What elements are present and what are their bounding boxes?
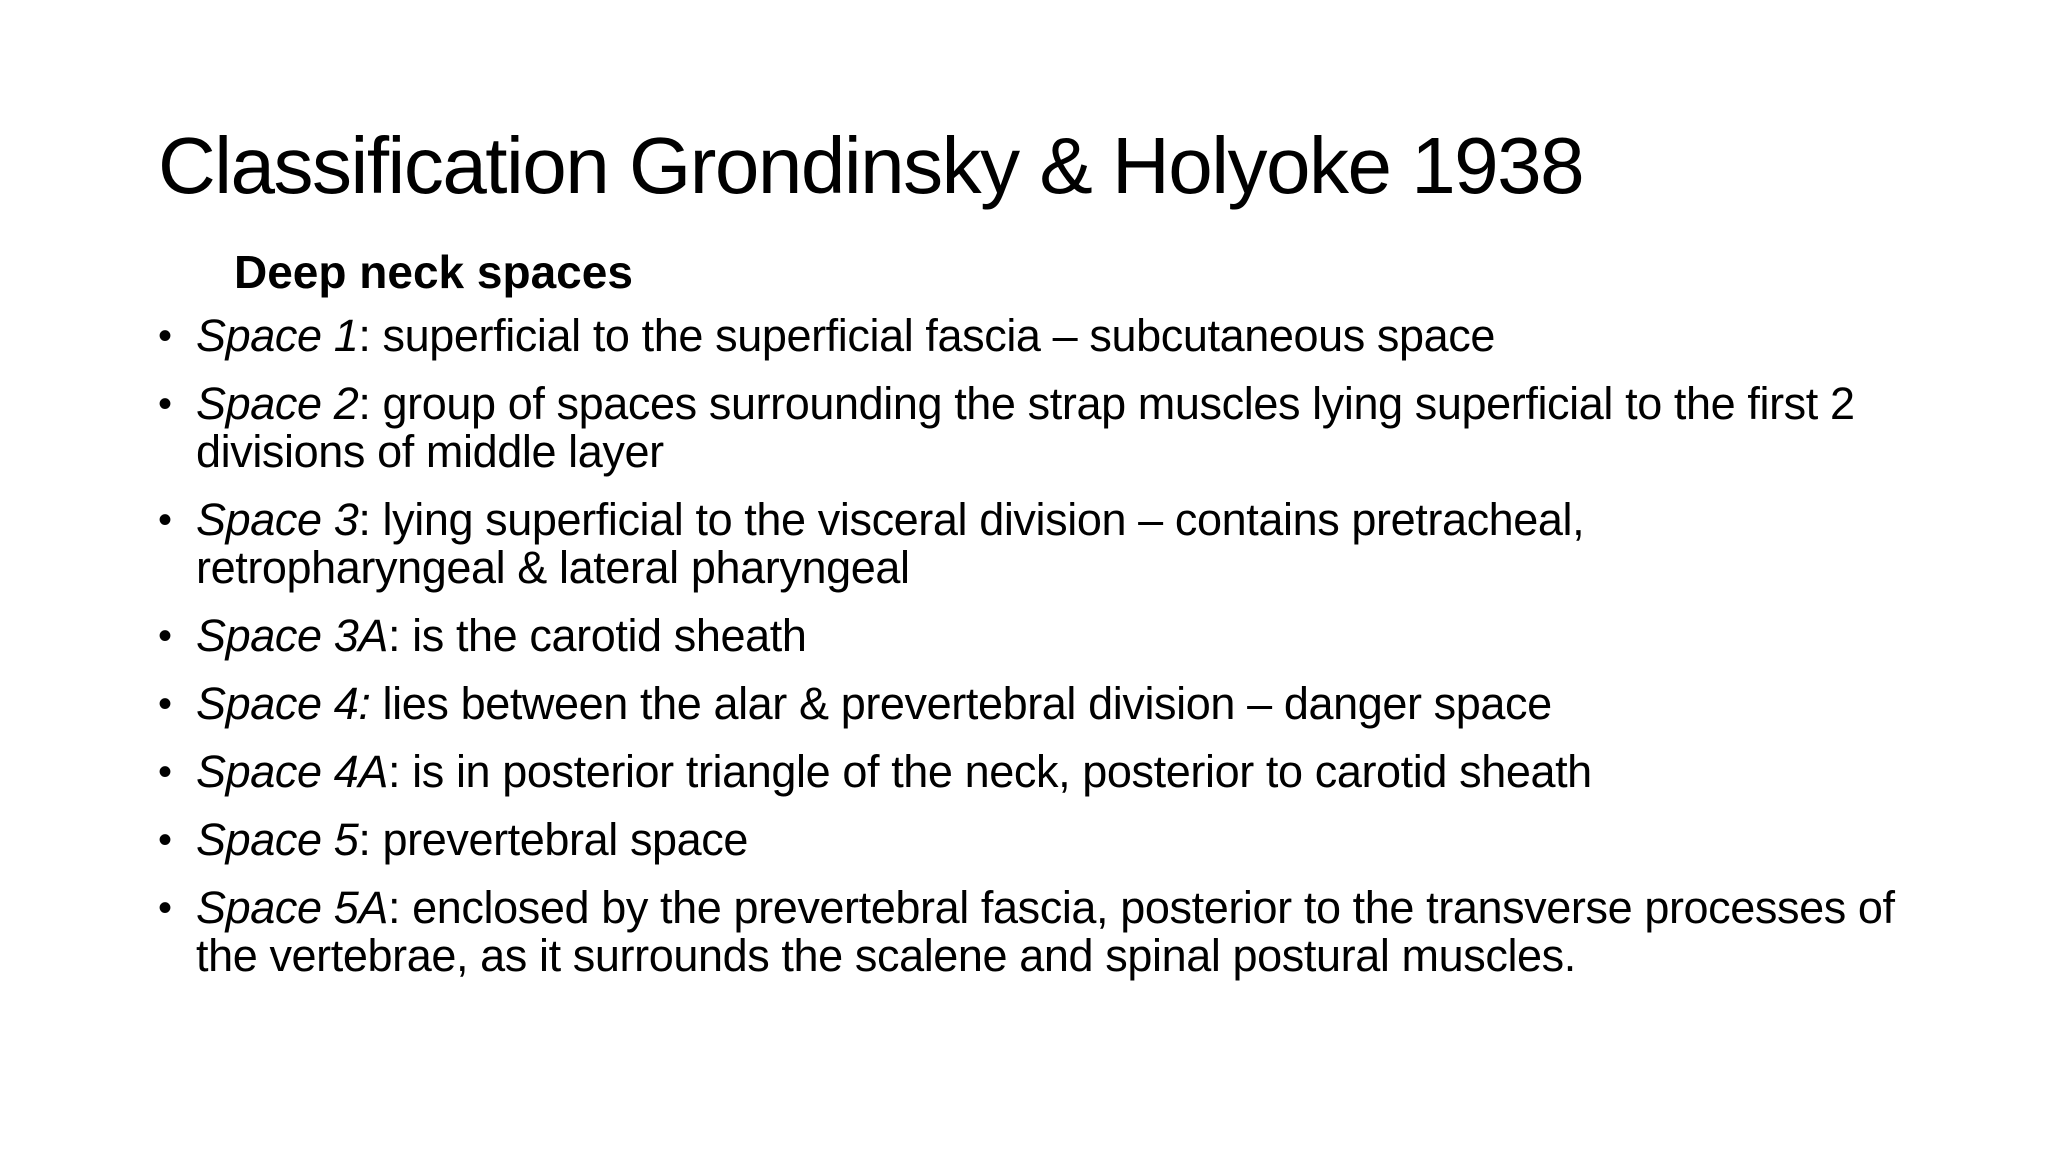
- list-item: [158, 380, 1898, 476]
- space-description: : is the carotid sheath: [387, 610, 807, 661]
- space-description: : enclosed by the prevertebral fascia, posterior to the transverse processes of the vertebrae, as it surrounds the scalene and spinal postural muscles.: [196, 882, 1895, 981]
- bullet-icon: •: [158, 614, 172, 658]
- space-description: : superficial to the superficial fascia – subcutaneous space: [358, 310, 1495, 361]
- list-item: [158, 816, 1898, 864]
- list-item: [158, 312, 1898, 360]
- bullet-list: [158, 312, 1898, 1000]
- space-description: lies between the alar & prevertebral division – danger space: [370, 678, 1552, 729]
- list-item: [158, 748, 1898, 796]
- list-item: [158, 680, 1898, 728]
- bullet-icon: •: [158, 818, 172, 862]
- space-label: Space 5A: [196, 882, 388, 933]
- space-label: Space 3: [196, 494, 359, 545]
- slide-subheading: Deep neck spaces: [234, 246, 633, 298]
- bullet-icon: •: [158, 498, 172, 542]
- space-description: : is in posterior triangle of the neck, posterior to carotid sheath: [387, 746, 1592, 797]
- bullet-icon: •: [158, 682, 172, 726]
- space-label: Space 5: [196, 814, 359, 865]
- space-description: : lying superficial to the visceral division – contains pretracheal, retropharyngeal & lateral pharyngeal: [196, 494, 1585, 593]
- space-description: : group of spaces surrounding the strap muscles lying superficial to the first 2 divisions of middle layer: [196, 378, 1855, 477]
- bullet-icon: •: [158, 750, 172, 794]
- slide-title: Classification Grondinsky & Holyoke 1938: [158, 121, 1584, 210]
- list-item: [158, 496, 1898, 592]
- list-item: [158, 612, 1898, 660]
- bullet-icon: •: [158, 314, 172, 358]
- space-label: Space 2: [196, 378, 359, 429]
- space-label: Space 3A: [196, 610, 388, 661]
- space-label: Space 1: [196, 310, 359, 361]
- space-label: Space 4:: [196, 678, 371, 729]
- list-item: [158, 884, 1898, 980]
- bullet-icon: •: [158, 886, 172, 930]
- space-description: : prevertebral space: [358, 814, 749, 865]
- space-label: Space 4A: [196, 746, 388, 797]
- bullet-icon: •: [158, 382, 172, 426]
